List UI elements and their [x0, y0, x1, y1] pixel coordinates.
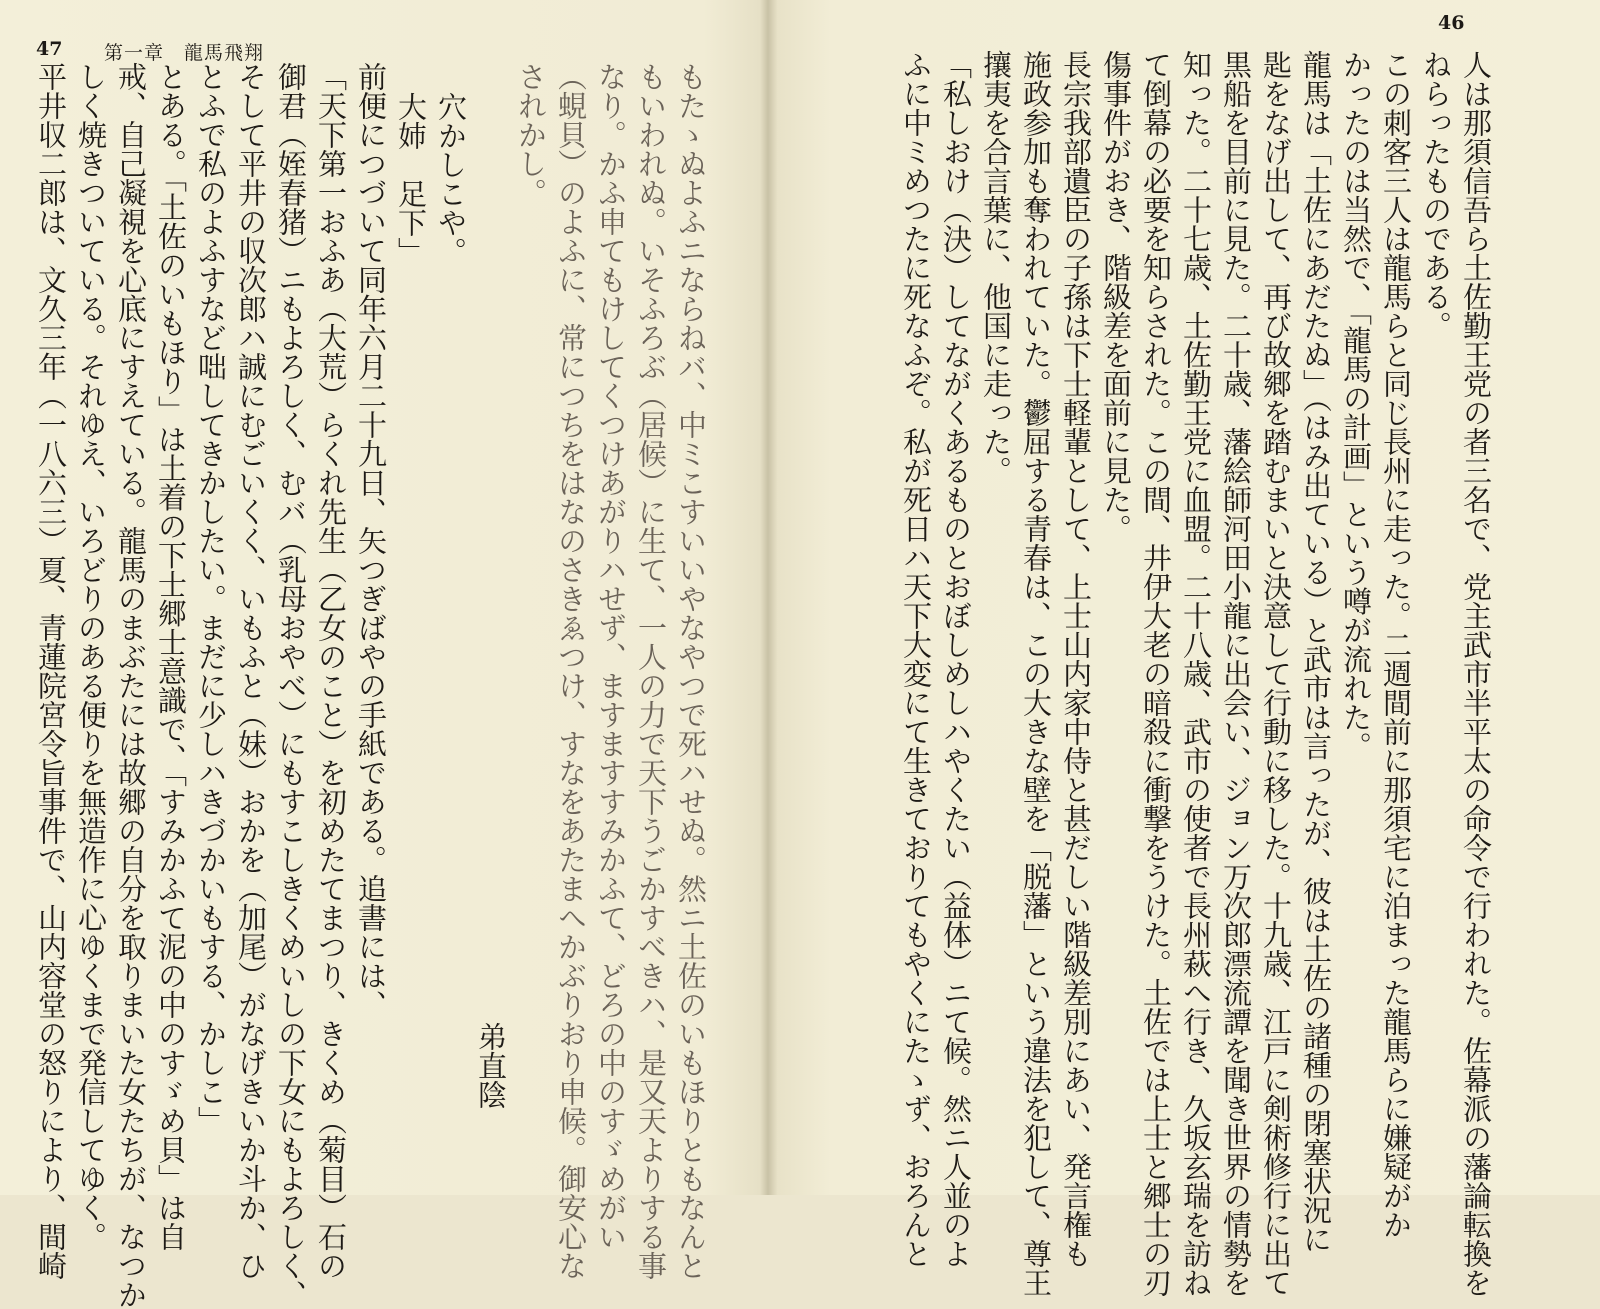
letter-addressee: 大姉 足下」: [394, 92, 428, 266]
text-column: もたゝぬよふニならねバ、中ミこすいいやなやつで死ハせぬ。然ニ土佐のいもほりともなんと: [674, 62, 708, 1280]
letter-signature: 弟直陰: [474, 1022, 508, 1109]
text-column: されかし。: [514, 62, 548, 207]
text-column: なり。かふ申てもけしてくつけあがりハせず、ますますすみかふて、どろの中のすゞめがい: [594, 62, 628, 1251]
text-column: 傷事件がおき、階級差を面前に見た。: [1099, 50, 1133, 543]
left-body-text: [26, 62, 711, 1309]
text-column: とふで私のよふすなど咄してきかしたい。まだに少しハきづかいもする、かしこ」: [194, 62, 228, 1135]
text-column: ふに中ミめつたに死なふぞ。私が死日ハ天下大変にて生きておりてもやくにたゝず、おろんと: [899, 50, 933, 1268]
text-column: 長宗我部遺臣の子孫は下士軽輩として、上士山内家中侍と甚だしい階級差別にあい、発言権も: [1059, 50, 1093, 1268]
left-page: [0, 0, 760, 1309]
text-column: 御君（姪春猪）ニもよろしく、むバ（乳母おやべ）にもすこしきくめいしの下女にもよろしく、: [274, 62, 308, 1309]
text-column: ねらったものである。: [1419, 50, 1453, 340]
text-column: そして平井の収次郎ハ誠にむごいくく、いもふと（妹）おかを（加尾）がなげきいか斗か、ひ: [234, 62, 268, 1280]
text-column: 匙をなげ出して、再び故郷を踏むまいと決意して行動に移した。十九歳、江戸に剣術修行に出て: [1259, 50, 1293, 1297]
text-column: 龍馬は「土佐にあだたぬ」（はみ出ている）と武市は言ったが、彼は土佐の諸種の閉塞状況に: [1299, 50, 1333, 1254]
text-column: かったのは当然で、「龍馬の計画」という噂が流れた。: [1339, 50, 1373, 761]
page-number-right: 46: [1438, 12, 1465, 34]
text-column: 「天下第一おふあ（大荒）らくれ先生（乙女のこと）を初めたてまつり、きくめ（菊目）石の: [314, 62, 348, 1280]
page-number-left: 47: [36, 38, 63, 60]
text-column: しく焼きついている。それゆえ、いろどりのある便りを無造作に心ゆくまで発信してゆく。: [74, 62, 108, 1251]
text-column: 前便につづいて同年六月二十九日、矢つぎばやの手紙である。追書には、: [354, 62, 388, 1019]
text-column: て倒幕の必要を知らされた。この間、井伊大老の暗殺に衝撃をうけた。土佐では上士と郷士の刃: [1139, 50, 1173, 1297]
text-column: 人は那須信吾ら土佐勤王党の者三名で、党主武市半平太の命令で行われた。佐幕派の藩論転換を: [1459, 50, 1493, 1297]
text-column: （蜆貝）のよふに、常につちをはなのさきゑつけ、すなをあたまへかぶりおり申候。御安心な: [554, 62, 588, 1280]
chapter-heading: 第一章 龍馬飛翔: [104, 42, 265, 64]
text-column: 平井収二郎は、文久三年（一八六三）夏、青蓮院宮令旨事件で、山内容堂の怒りにより、間崎: [34, 62, 68, 1280]
text-column: 戒、自己凝視を心底にすえている。龍馬のまぶたには故郷の自分を取りまいた女たちが、なつか: [114, 62, 148, 1309]
right-body-text: [899, 50, 1496, 1297]
text-column: 穴かしこや。: [434, 92, 468, 266]
text-column: とある。「土佐のいもほり」は土着の下士郷士意識で、「すみかふて泥の中のすゞめ貝」は自: [154, 62, 188, 1251]
text-column: もいわれぬ。いそふろぶ（居候）に生て、一人の力で天下うごかすべきハ、是又天よりする事: [634, 62, 668, 1280]
text-column: 「私しおけ（決）してながくあるものとおぼしめしハやくたい（益体）ニて候。然ニ人並のよ: [939, 50, 973, 1268]
text-column: この刺客三人は龍馬らと同じ長州に走った。二週間前に那須宅に泊まった龍馬らに嫌疑がか: [1379, 50, 1413, 1239]
text-column: 攘夷を合言葉に、他国に走った。: [979, 50, 1013, 485]
right-page: [770, 0, 1600, 1297]
text-column: 黒船を目前に見た。二十歳、藩絵師河田小龍に出会い、ジョン万次郎漂流譚を聞き世界の情勢を: [1219, 50, 1253, 1297]
text-column: 施政参加も奪われていた。鬱屈する青春は、この大きな壁を「脱藩」という違法を犯して、尊王: [1019, 50, 1053, 1297]
text-column: 知った。二十七歳、土佐勤王党に血盟。二十八歳、武市の使者で長州萩へ行き、久坂玄瑞を訪ね: [1179, 50, 1213, 1297]
